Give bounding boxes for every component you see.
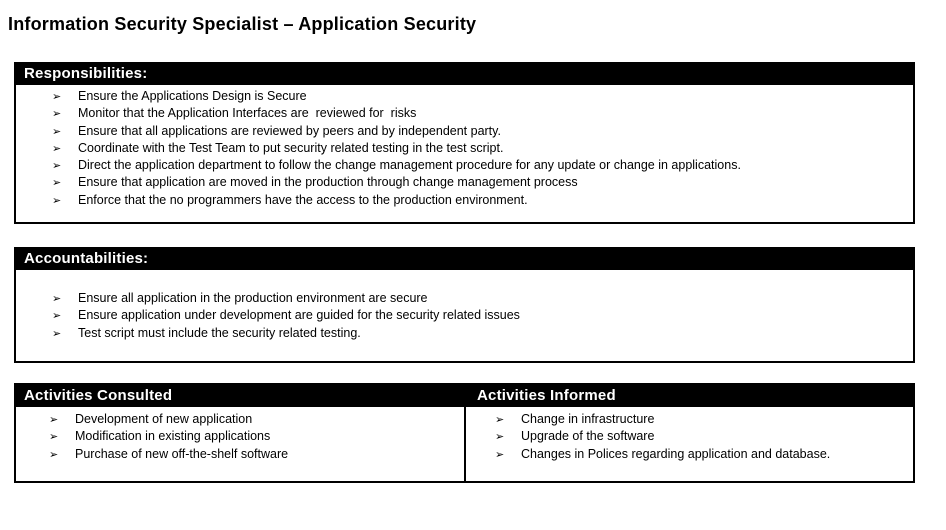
activities-consulted-heading: Activities Consulted xyxy=(24,387,173,404)
activities-consulted-list xyxy=(16,407,464,463)
list-item xyxy=(40,325,913,342)
list-item-text: Ensure that application are moved in the production through change management process xyxy=(78,175,578,190)
list-item xyxy=(483,446,913,463)
arrow-bullet-icon: ➢ xyxy=(52,107,62,121)
list-item-text: Change in infrastructure xyxy=(521,412,655,426)
list-item xyxy=(40,174,913,191)
activities-informed-list xyxy=(466,407,913,463)
arrow-bullet-icon: ➢ xyxy=(52,90,62,103)
list-item xyxy=(483,411,913,428)
list-item-text: Modification in existing applications xyxy=(75,429,271,444)
list-item-text: Test script must include the security related testing. xyxy=(78,325,361,340)
page-title: Information Security Specialist – Application Security xyxy=(8,14,477,34)
list-item-text: Ensure all application in the production environment are secure xyxy=(78,291,428,305)
list-item-text: Ensure the Applications Design is Secure xyxy=(78,89,307,103)
list-item xyxy=(40,123,913,140)
arrow-bullet-icon: ➢ xyxy=(52,292,62,305)
list-item-text: Monitor that the Application Interfaces are reviewed for risks xyxy=(78,106,417,121)
activities-informed-heading: Activities Informed xyxy=(477,387,616,404)
activities-body-row xyxy=(16,407,913,481)
arrow-bullet-icon: ➢ xyxy=(495,430,505,444)
arrow-bullet-icon: ➢ xyxy=(49,413,59,426)
list-item xyxy=(40,307,913,324)
responsibilities-section xyxy=(14,62,915,224)
arrow-bullet-icon: ➢ xyxy=(52,124,62,138)
arrow-bullet-icon: ➢ xyxy=(52,193,62,207)
activities-consulted-cell xyxy=(16,407,466,481)
activities-section xyxy=(14,383,915,483)
list-item-text: Direct the application department to follow the change management procedure for any update or change in applications. xyxy=(78,158,741,173)
list-item xyxy=(40,105,913,122)
accountabilities-heading: Accountabilities: xyxy=(16,249,913,270)
list-item-text: Enforce that the no programmers have the access to the production environment. xyxy=(78,192,528,207)
list-item-text: Coordinate with the Test Team to put security related testing in the test script. xyxy=(78,140,504,155)
arrow-bullet-icon: ➢ xyxy=(495,413,505,426)
list-item xyxy=(40,88,913,105)
list-item-text: Ensure that all applications are reviewed by peers and by independent party. xyxy=(78,123,501,138)
list-item-text: Development of new application xyxy=(75,412,253,426)
accountabilities-section xyxy=(14,247,915,363)
activities-informed-cell xyxy=(466,407,913,481)
arrow-bullet-icon: ➢ xyxy=(49,447,59,461)
arrow-bullet-icon: ➢ xyxy=(495,447,505,461)
list-item xyxy=(483,428,913,445)
list-item-text: Upgrade of the software xyxy=(521,429,655,444)
activities-header-row xyxy=(16,385,913,407)
list-item xyxy=(40,192,913,209)
list-item xyxy=(40,140,913,157)
arrow-bullet-icon: ➢ xyxy=(52,326,62,340)
arrow-bullet-icon: ➢ xyxy=(49,430,59,444)
list-item xyxy=(37,428,464,445)
list-item-text: Purchase of new off-the-shelf software xyxy=(75,446,289,461)
accountabilities-list xyxy=(16,270,913,342)
arrow-bullet-icon: ➢ xyxy=(52,159,62,173)
list-item xyxy=(37,411,464,428)
list-item-text: Changes in Polices regarding application and database. xyxy=(521,446,831,461)
list-item xyxy=(40,157,913,174)
list-item-text: Ensure application under development are guided for the security related issues xyxy=(78,308,520,323)
arrow-bullet-icon: ➢ xyxy=(52,176,62,190)
responsibilities-heading: Responsibilities: xyxy=(16,64,913,85)
arrow-bullet-icon: ➢ xyxy=(52,141,62,155)
arrow-bullet-icon: ➢ xyxy=(52,309,62,323)
list-item xyxy=(40,290,913,307)
responsibilities-list xyxy=(16,85,913,209)
list-item xyxy=(37,446,464,463)
